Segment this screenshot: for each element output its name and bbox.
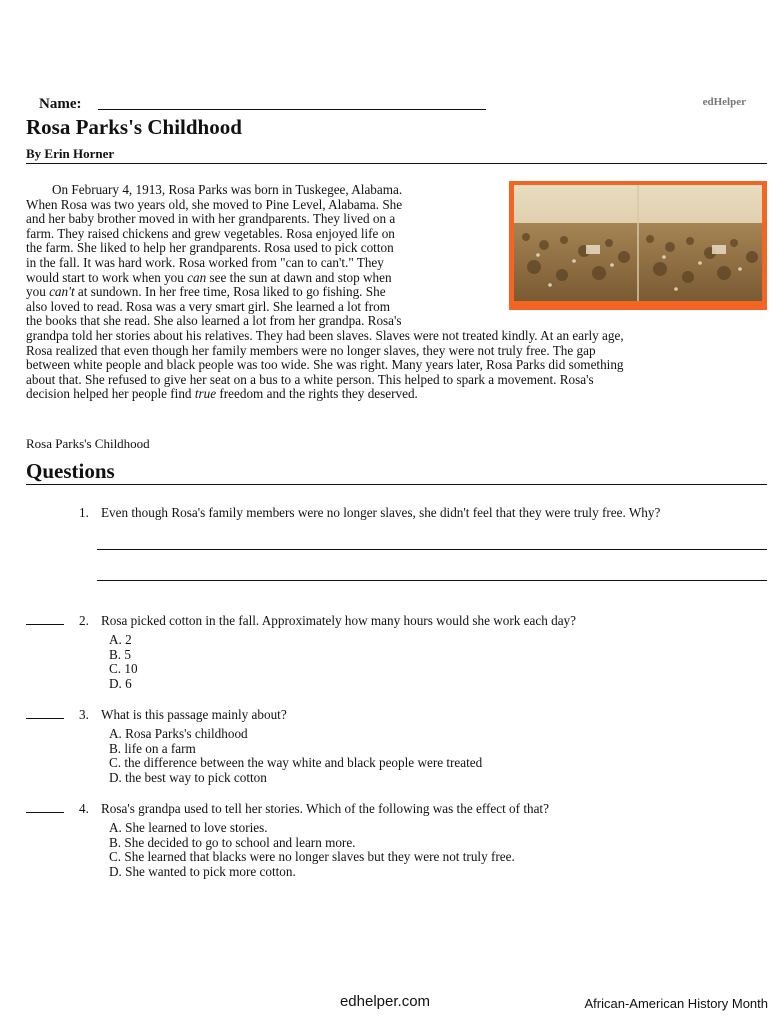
answer-blank-2[interactable]	[26, 624, 64, 625]
question-text: What is this passage mainly about?	[101, 707, 287, 722]
option: C. the difference between the way white and black people were treated	[109, 755, 483, 771]
options-4	[109, 821, 515, 879]
answer-blank-4[interactable]	[26, 812, 64, 813]
question-4	[79, 801, 549, 817]
option: D. She wanted to pick more cotton.	[109, 863, 296, 879]
passage-line: about that. She refused to give her seat on a bus to a white person. This helped to spark a movement. Rosa's	[26, 371, 594, 387]
brand-label: edHelper	[702, 96, 746, 108]
option: B. life on a farm	[109, 740, 196, 756]
passage-line: the books that she read. She also learned a lot from her grandpa. Rosa's	[26, 313, 402, 329]
questions-heading: Questions	[26, 459, 115, 483]
passage-line: and her baby brother moved in with her grandparents. They lived on a	[26, 211, 396, 227]
option: A. She learned to love stories.	[109, 820, 268, 835]
header-divider	[26, 163, 767, 164]
passage-line: Rosa realized that even though her family members were no longer slaves, they were not truly free. The gap	[26, 342, 596, 358]
passage-line: farm. They raised chickens and grew vegetables. Rosa enjoyed life on	[26, 225, 395, 241]
question-2	[79, 613, 576, 629]
option: D. the best way to pick cotton	[109, 769, 267, 785]
answer-blank-3[interactable]	[26, 718, 64, 719]
question-text: Rosa's grandpa used to tell her stories. Which of the following was the effect of that?	[101, 801, 549, 816]
passage-line: When Rosa was two years old, she moved to Pine Level, Alabama. She	[26, 196, 403, 212]
options-2	[109, 633, 138, 691]
passage-line: also loved to read. Rosa was a very smart girl. She learned a lot from	[26, 298, 391, 314]
option: B. 5	[109, 646, 131, 662]
answer-line-2[interactable]	[97, 580, 767, 581]
questions-subtitle: Rosa Parks's Childhood	[26, 436, 150, 451]
question-1	[79, 505, 660, 521]
option: A. Rosa Parks's childhood	[109, 726, 248, 741]
answer-line-1[interactable]	[97, 549, 767, 550]
footer-series: African-American History Month	[584, 996, 768, 1011]
passage-line: would start to work when you can see the sun at dawn and stop when	[26, 269, 392, 285]
question-text: Rosa picked cotton in the fall. Approximately how many hours would she work each day?	[101, 613, 577, 628]
passage-line: On February 4, 1913, Rosa Parks was born in Tuskegee, Alabama.	[52, 182, 403, 197]
option: B. She decided to go to school and learn more.	[109, 834, 356, 850]
question-number: 4.	[79, 801, 89, 816]
reading-passage	[26, 183, 767, 402]
options-3	[109, 727, 482, 785]
option: C. She learned that blacks were no longer slaves but they were not truly free.	[109, 849, 515, 865]
passage-line: you can't at sundown. In her free time, Rosa liked to go fishing. She	[26, 284, 386, 300]
name-write-line[interactable]	[98, 109, 486, 110]
question-3	[79, 707, 287, 723]
footer-site: edhelper.com	[339, 993, 431, 1010]
question-text: Even though Rosa's family members were no longer slaves, she didn't feel that they were truly free. Why?	[101, 505, 661, 520]
question-number: 2.	[79, 613, 89, 628]
option: A. 2	[109, 632, 132, 647]
passage-line: decision helped her people find true freedom and the rights they deserved.	[26, 386, 418, 402]
questions-divider	[26, 484, 767, 485]
name-label: Name:	[39, 96, 82, 112]
page-title: Rosa Parks's Childhood	[26, 115, 242, 139]
passage-line: in the fall. It was hard work. Rosa worked from "can to can't." They	[26, 254, 384, 270]
option: C. 10	[109, 661, 138, 677]
question-number: 3.	[79, 707, 89, 722]
question-number: 1.	[79, 505, 89, 520]
passage-line: grandpa told her stories about his relatives. They had been slaves. Slaves were not treated kindly. At an early age,	[26, 327, 624, 343]
option: D. 6	[109, 675, 132, 691]
passage-line: between white people and black people was too wide. She was right. Many years later, Rosa Parks did something	[26, 357, 624, 373]
passage-line: the farm. She liked to help her grandparents. Rosa used to pick cotton	[26, 240, 394, 256]
byline: By Erin Horner	[26, 146, 115, 161]
